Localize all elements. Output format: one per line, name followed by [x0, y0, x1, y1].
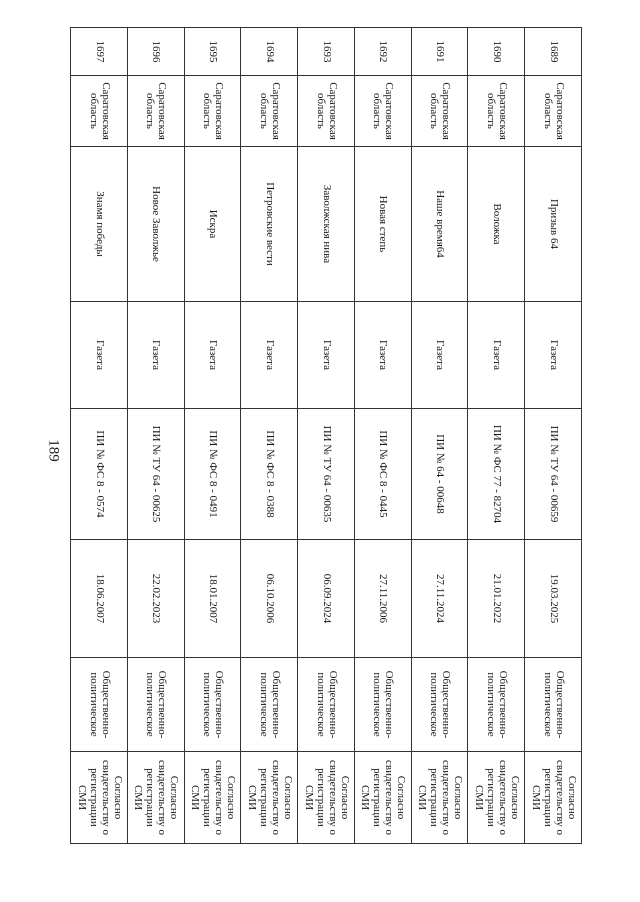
registration-number-cell: ПИ № ФС 8 - 0491 — [184, 409, 241, 540]
type-cell: Газета — [354, 302, 411, 409]
basis-cell: Согласно свидетельству о регистрации СМИ — [525, 752, 582, 844]
region-cell: Саратовская область — [468, 76, 525, 147]
type-cell: Газета — [241, 302, 298, 409]
table-row — [525, 28, 582, 844]
table-row — [127, 28, 184, 844]
page-number: 189 — [45, 439, 62, 462]
title-cell: Призыв 64 — [525, 147, 582, 302]
title-cell: Петровские вести — [241, 147, 298, 302]
row-number: 1697 — [71, 28, 128, 76]
registration-number-cell: ПИ № ФС 8 - 0445 — [354, 409, 411, 540]
registration-date-cell: 27.11.2024 — [411, 540, 468, 658]
type-cell: Газета — [127, 302, 184, 409]
registration-number-cell: ПИ № ФС 8 - 0388 — [241, 409, 298, 540]
title-cell: Искра — [184, 147, 241, 302]
region-cell: Саратовская область — [354, 76, 411, 147]
table-row — [411, 28, 468, 844]
specialization-cell: Общественно-политическое — [298, 658, 355, 752]
region-cell: Саратовская область — [525, 76, 582, 147]
specialization-cell: Общественно-политическое — [354, 658, 411, 752]
registry-rows — [71, 28, 582, 844]
basis-cell: Согласно свидетельству о регистрации СМИ — [411, 752, 468, 844]
specialization-cell: Общественно-политическое — [127, 658, 184, 752]
basis-cell: Согласно свидетельству о регистрации СМИ — [71, 752, 128, 844]
registration-number-cell: ПИ № ФС 8 - 0574 — [71, 409, 128, 540]
row-number: 1692 — [354, 28, 411, 76]
table-row — [298, 28, 355, 844]
region-cell: Саратовская область — [411, 76, 468, 147]
registry-table-container — [70, 27, 582, 843]
title-cell: Знамя победы — [71, 147, 128, 302]
basis-cell: Согласно свидетельству о регистрации СМИ — [127, 752, 184, 844]
registration-number-cell: ПИ № ТУ 64 - 00625 — [127, 409, 184, 540]
registration-date-cell: 21.01.2022 — [468, 540, 525, 658]
title-cell: Новое Заволжье — [127, 147, 184, 302]
row-number: 1690 — [468, 28, 525, 76]
registration-number-cell: ПИ № ФС 77 - 82704 — [468, 409, 525, 540]
media-registry-table — [70, 27, 582, 844]
region-cell: Саратовская область — [127, 76, 184, 147]
basis-cell: Согласно свидетельству о регистрации СМИ — [468, 752, 525, 844]
registration-date-cell: 27.11.2006 — [354, 540, 411, 658]
registration-date-cell: 06.10.2006 — [241, 540, 298, 658]
type-cell: Газета — [184, 302, 241, 409]
table-row — [241, 28, 298, 844]
type-cell: Газета — [525, 302, 582, 409]
row-number: 1693 — [298, 28, 355, 76]
row-number: 1689 — [525, 28, 582, 76]
type-cell: Газета — [468, 302, 525, 409]
region-cell: Саратовская область — [298, 76, 355, 147]
title-cell: Наше время64 — [411, 147, 468, 302]
registration-number-cell: ПИ № 64 - 00648 — [411, 409, 468, 540]
title-cell: Воложка — [468, 147, 525, 302]
specialization-cell: Общественно-политическое — [241, 658, 298, 752]
specialization-cell: Общественно-политическое — [411, 658, 468, 752]
region-cell: Саратовская область — [184, 76, 241, 147]
registration-date-cell: 18.06.2007 — [71, 540, 128, 658]
basis-cell: Согласно свидетельству о регистрации СМИ — [298, 752, 355, 844]
title-cell: Заволжская нива — [298, 147, 355, 302]
basis-cell: Согласно свидетельству о регистрации СМИ — [354, 752, 411, 844]
type-cell: Газета — [298, 302, 355, 409]
table-row — [468, 28, 525, 844]
title-cell: Новая степь — [354, 147, 411, 302]
registration-date-cell: 19.03.2025 — [525, 540, 582, 658]
registration-date-cell: 22.02.2023 — [127, 540, 184, 658]
type-cell: Газета — [71, 302, 128, 409]
row-number: 1696 — [127, 28, 184, 76]
specialization-cell: Общественно-политическое — [184, 658, 241, 752]
registration-date-cell: 06.09.2024 — [298, 540, 355, 658]
basis-cell: Согласно свидетельству о регистрации СМИ — [241, 752, 298, 844]
row-number: 1694 — [241, 28, 298, 76]
region-cell: Саратовская область — [71, 76, 128, 147]
type-cell: Газета — [411, 302, 468, 409]
region-cell: Саратовская область — [241, 76, 298, 147]
specialization-cell: Общественно-политическое — [468, 658, 525, 752]
table-row — [184, 28, 241, 844]
table-row — [71, 28, 128, 844]
row-number: 1691 — [411, 28, 468, 76]
registration-date-cell: 18.01.2007 — [184, 540, 241, 658]
registration-number-cell: ПИ № ТУ 64 - 00635 — [298, 409, 355, 540]
row-number: 1695 — [184, 28, 241, 76]
registration-number-cell: ПИ № ТУ 64 - 00659 — [525, 409, 582, 540]
basis-cell: Согласно свидетельству о регистрации СМИ — [184, 752, 241, 844]
table-row — [354, 28, 411, 844]
specialization-cell: Общественно-политическое — [71, 658, 128, 752]
specialization-cell: Общественно-политическое — [525, 658, 582, 752]
